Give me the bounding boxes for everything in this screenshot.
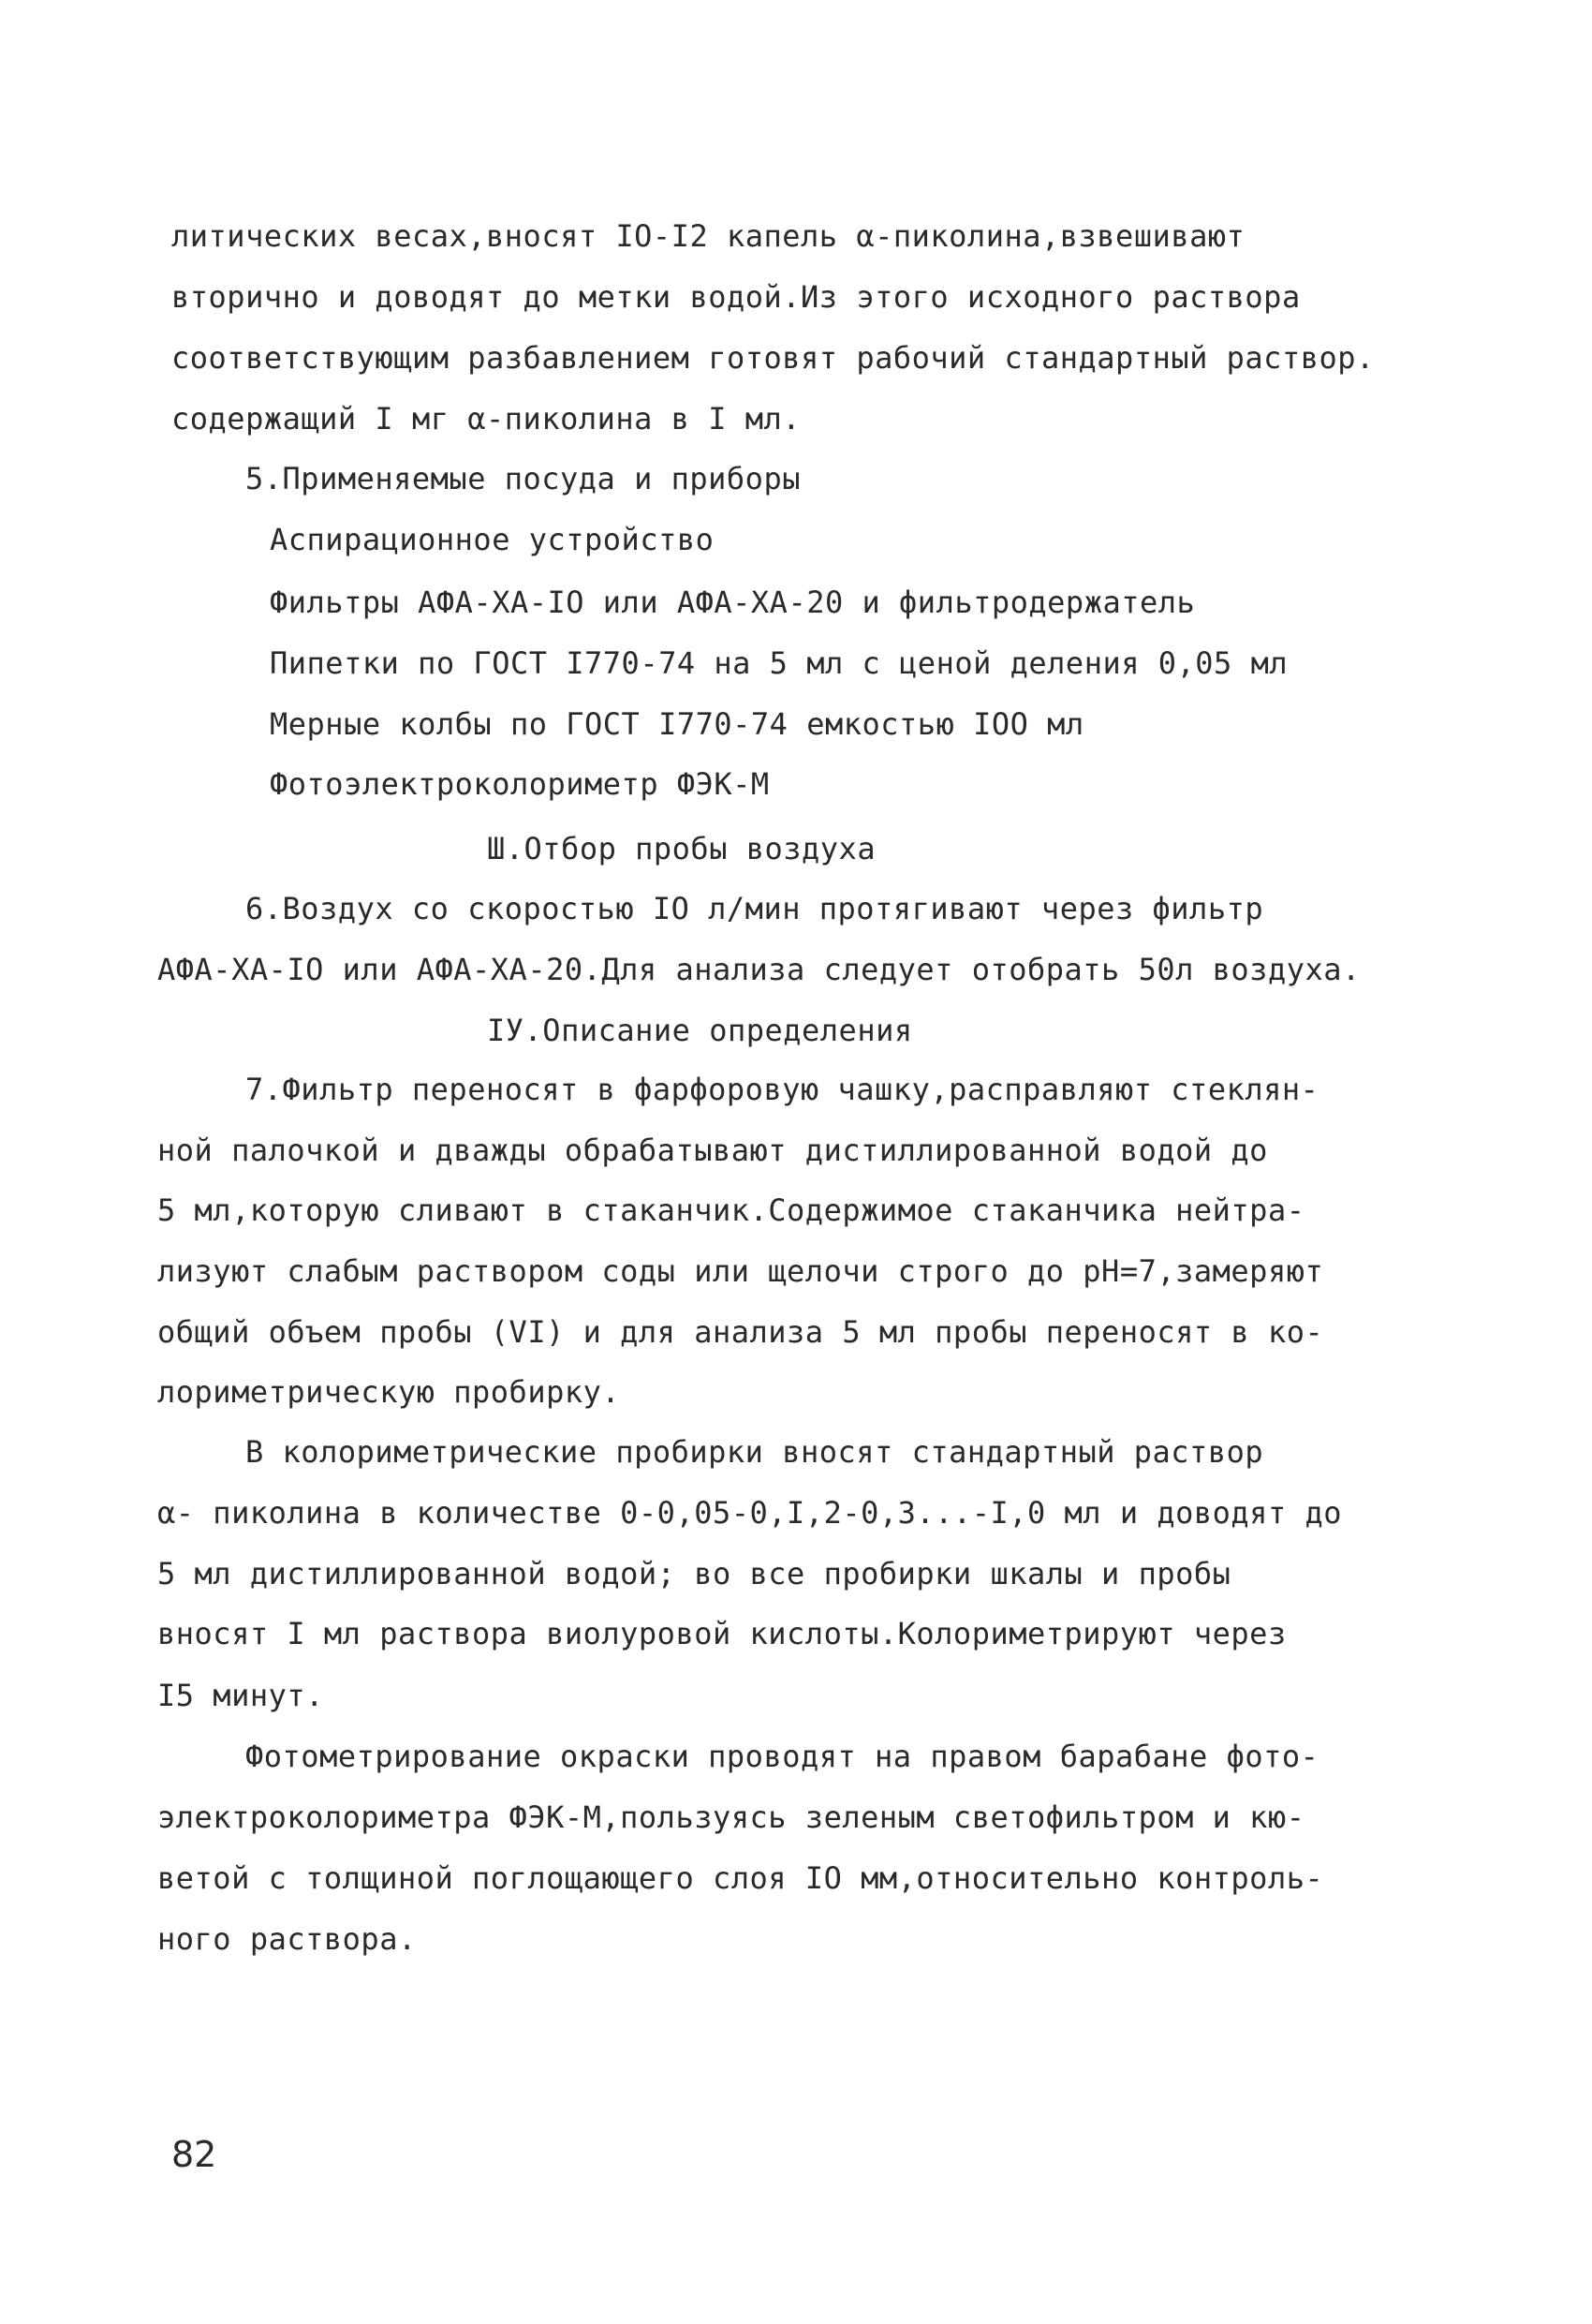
section-heading: Ш.Отбор пробы воздуха (487, 831, 877, 866)
text-line: вторично и доводят до метки водой.Из этого исходного раствора (171, 279, 1301, 315)
text-line: ной палочкой и дважды обрабатывают дистиллированной водой до (157, 1132, 1268, 1168)
page-number: 82 (171, 2134, 217, 2175)
equipment-item: Пипетки по ГОСТ I770-74 на 5 мл с ценой деления 0,05 мл (270, 645, 1289, 681)
text-line: общий объем пробы (VI) и для анализа 5 мл пробы переносят в ко- (157, 1314, 1324, 1350)
text-line: Фотометрирование окраски проводят на правом барабане фото- (245, 1739, 1319, 1774)
equipment-item: Фильтры АФА-ХА-IO или АФА-ХА-20 и фильтродержатель (270, 585, 1196, 620)
text-line: содержащий I мг α-пиколина в I мл. (171, 401, 802, 437)
text-line: I5 минут. (157, 1678, 324, 1713)
equipment-item: Фотоэлектроколориметр ФЭК-М (270, 766, 770, 802)
equipment-item: Аспирационное устройство (270, 522, 715, 557)
text-line: лориметрическую пробирку. (157, 1374, 621, 1410)
text-line: 6.Воздух со скоростью IO л/мин протягивают через фильтр (245, 891, 1264, 926)
text-line: ветой с толщиной поглощающего слоя IO мм,относительно контроль- (157, 1860, 1324, 1896)
text-line: 7.Фильтр переносят в фарфоровую чашку,расправляют стеклян- (245, 1072, 1319, 1107)
section-heading: IУ.Описание определения (487, 1013, 913, 1048)
text-line: 5 мл,которую сливают в стаканчик.Содержимое стаканчика нейтра- (157, 1192, 1305, 1228)
section-heading: 5.Применяемые посуда и приборы (245, 461, 801, 496)
text-line: В колориметрические пробирки вносят стандартный раствор (245, 1434, 1264, 1470)
text-line: АФА-ХА-IO или АФА-ХА-20.Для анализа следует отобрать 50л воздуха. (157, 952, 1361, 987)
text-line: ного раствора. (157, 1921, 417, 1957)
text-line: литических весах,вносят IO-I2 капель α-пиколина,взвешивают (171, 218, 1246, 254)
text-line: лизуют слабым раствором соды или щелочи строго до pH=7,замеряют (157, 1253, 1324, 1289)
equipment-item: Мерные колбы по ГОСТ I770-74 емкостью IOO мл (270, 706, 1084, 742)
text-line: электроколориметра ФЭК-М,пользуясь зеленым светофильтром и кю- (157, 1799, 1305, 1835)
text-line: вносят I мл раствора виолуровой кислоты.Колориметрируют через (157, 1616, 1287, 1651)
text-line: 5 мл дистиллированной водой; во все пробирки шкалы и пробы (157, 1556, 1231, 1591)
text-line: соответствующим разбавлением готовят рабочий стандартный раствор. (171, 340, 1375, 376)
text-line: α- пиколина в количестве 0-0,05-0,I,2-0,3...-I,0 мл и доводят до (157, 1495, 1342, 1531)
